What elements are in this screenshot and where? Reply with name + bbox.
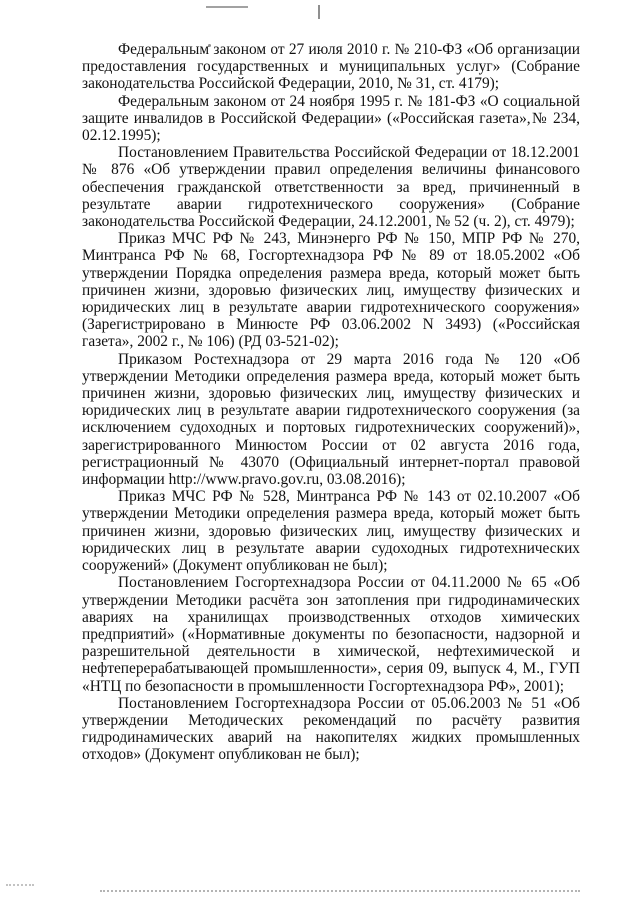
paragraph-order-243: Приказ МЧС РФ № 243, Минэнерго РФ № 150, МПР РФ № 270, Минтранса РФ № 68, Госгортехнадзора РФ № 89 от 18.05.2002 «Об утверждении Порядка определения размера вреда, который может быть причинен жизни, здоровью физических лиц, имуществу физических и юридических лиц в результате аварии гидротехнического сооружения» (Зарегистрировано в Минюсте РФ 03.06.2002 N 3493) («Российская газета», 2002 г., № 106) (РД 03-521-02); xyxy=(82,230,580,351)
scan-artifact-bottom xyxy=(100,890,580,892)
document-body xyxy=(82,41,580,764)
paragraph-order-120: Приказом Ростехнадзора от 29 марта 2016 года № 120 «Об утверждении Методики определения размера вреда, который может быть причинен жизни, здоровью физических лиц, имуществу физических и юридических лиц в результате аварии гидротехнического сооружения (за исключением судоходных и портовых гидротехнических сооружений)», зарегистрированного Минюстом России от 02 августа 2016 года, регистрационный № 43070 (Официальный интернет-портал правовой информации http://www.pravo.gov.ru, 03.08.2016); xyxy=(82,350,580,489)
paragraph-resolution-51: Постановлением Госгортехнадзора России от 05.06.2003 № 51 «Об утверждении Методических рекомендаций по расчёту развития гидродинамических аварий на накопителях жидких промышленных отходов» (Документ опубликован не был); xyxy=(82,694,580,764)
paragraph-resolution-65: Постановлением Госгортехнадзора России от 04.11.2000 № 65 «Об утверждении Методики расчёта зон затопления при гидродинамических авариях на хранилищах производственных отходов химических предприятий» («Нормативные документы по безопасности, надзорной и разрешительной деятельности в химической, нефтехимической и нефтеперерабатывающей промышленности», серия 09, выпуск 4, М., ГУП «НТЦ по безопасности в промышленности Госгортехнадзора РФ», 2001); xyxy=(82,574,580,695)
paragraph-resolution-876: Постановлением Правительства Российской Федерации от 18.12.2001 № 876 «Об утверждении правил определения величины финансового обеспечения гражданской ответственности за вред, причиненный в результате аварии гидротехнического сооружения» (Собрание законодательства Российской Федерации, 24.12.2001, № 52 (ч. 2), ст. 4979); xyxy=(82,144,580,231)
paragraph-order-528: Приказ МЧС РФ № 528, Минтранса РФ № 143 от 02.10.2007 «Об утверждении Методики определения размера вреда, который может быть причинен жизни, здоровью физических лиц, имуществу физических и юридических лиц в результате аварии судоходных гидротехнических сооружений» (Документ опубликован не был); xyxy=(82,488,580,575)
paragraph-law-210: Федеральным законом от 27 июля 2010 г. № 210-ФЗ «Об организации предоставления государственных и муниципальных услуг» (Собрание законодательства Российской Федерации, 2010, № 31, ст. 4179); xyxy=(82,41,580,93)
scan-artifact-top xyxy=(206,6,248,8)
scan-artifact-top-mark xyxy=(318,5,326,19)
scan-artifact-bottom-left xyxy=(6,884,34,886)
paragraph-law-181: Федеральным законом от 24 ноября 1995 г. № 181-ФЗ «О социальной защите инвалидов в Российской Федерации» («Российская газета»,№ 234, 02.12.1995); xyxy=(82,92,580,145)
